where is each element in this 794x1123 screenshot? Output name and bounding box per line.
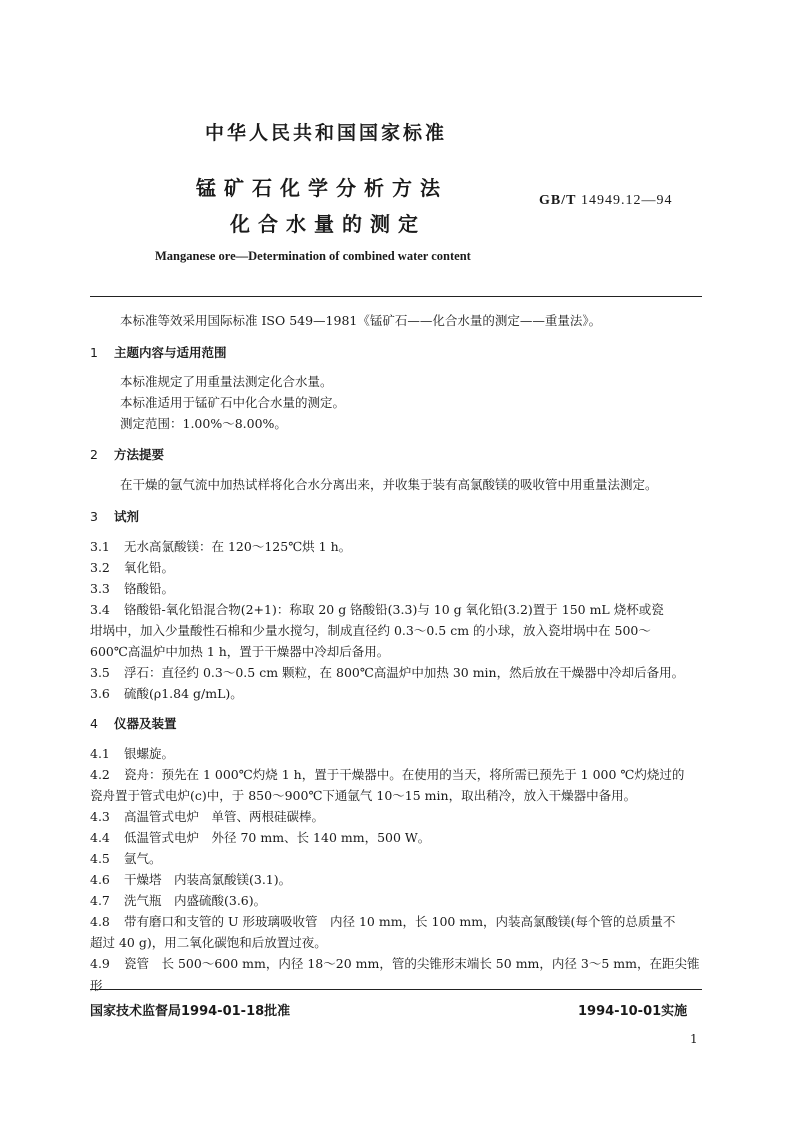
standard-code (539, 193, 672, 209)
footer-divider (90, 989, 702, 990)
approval-date: 国家技术监督局1994-01-18批准 (90, 1004, 291, 1019)
section-1-line: 测定范围：1.00%～8.00%。 (120, 416, 287, 431)
section-number: 2 (90, 447, 98, 462)
section-number: 4 (90, 716, 98, 731)
section-1-line: 本标准规定了用重量法测定化合水量。 (120, 374, 333, 389)
standard-code-number: 14949.12—94 (580, 193, 673, 208)
intro-paragraph: 本标准等效采用国际标准 ISO 549—1981《锰矿石——化合水量的测定——重量法》。 (120, 313, 602, 328)
apparatus-item: 4.4 低温管式电炉 外径 70 mm、长 140 mm，500 W。 (90, 830, 431, 845)
section-1-line: 本标准适用于锰矿石中化合水量的测定。 (120, 395, 346, 410)
document-title-line2: 化合水量的测定 (230, 212, 426, 236)
reagent-item: 3.1 无水高氯酸镁：在 120～125℃烘 1 h。 (90, 539, 352, 554)
reagent-item: 3.4 铬酸铅-氧化铅混合物(2+1)：称取 20 g 铬酸铅(3.3)与 10 g 氧化铅(3.2)置于 150 mL 烧杯或瓷 (90, 602, 664, 617)
apparatus-item: 4.6 干燥塔 内装高氯酸镁(3.1)。 (90, 872, 292, 887)
reagent-item-continuation: 600℃高温炉中加热 1 h，置于干燥器中冷却后备用。 (90, 644, 390, 659)
reagent-item: 3.3 铬酸铅。 (90, 581, 175, 596)
reagent-item: 3.2 氧化铅。 (90, 560, 175, 575)
apparatus-item: 4.1 银螺旋。 (90, 746, 175, 761)
national-standard-heading: 中华人民共和国国家标准 (205, 122, 448, 144)
section-title: 试剂 (114, 509, 140, 524)
apparatus-item: 4.5 氩气。 (90, 851, 162, 866)
section-number: 1 (90, 345, 98, 360)
section-title: 方法提要 (114, 447, 165, 462)
english-title: Manganese ore—Determination of combined water content (155, 249, 471, 263)
standard-code-prefix: GB/T (539, 193, 577, 208)
document-title-line1: 锰矿石化学分析方法 (196, 176, 448, 200)
page-number: 1 (690, 1032, 698, 1046)
section-number: 3 (90, 509, 98, 524)
section-title: 主题内容与适用范围 (114, 345, 227, 360)
apparatus-item-continuation: 超过 40 g)，用二氧化碳饱和后放置过夜。 (90, 935, 327, 950)
section-4-heading (90, 713, 702, 735)
section-3-heading (90, 506, 702, 528)
apparatus-item-continuation: 瓷舟置于管式电炉(c)中，于 850～900℃下通氩气 10～15 min，取出稍冷，放入干燥器中备用。 (90, 788, 637, 803)
section-1-heading (90, 342, 702, 364)
reagent-item: 3.5 浮石：直径约 0.3～0.5 cm 颗粒，在 800℃高温炉中加热 30 min，然后放在干燥器中冷却后备用。 (90, 665, 685, 680)
apparatus-item: 4.9 瓷管 长 500～600 mm，内径 18～20 mm，管的尖锥形末端长 50 mm，内径 3～5 mm，在距尖锥形 (90, 956, 700, 993)
apparatus-item: 4.3 高温管式电炉 单管、两根硅碳棒。 (90, 809, 325, 824)
reagent-item-continuation: 坩埚中，加入少量酸性石棉和少量水搅匀，制成直径约 0.3～0.5 cm 的小球，放入瓷坩埚中在 500～ (90, 623, 651, 638)
section-2-text: 在干燥的氩气流中加热试样将化合水分离出来，并收集于装有高氯酸镁的吸收管中用重量法测定。 (120, 477, 658, 492)
apparatus-item: 4.7 洗气瓶 内盛硫酸(3.6)。 (90, 893, 267, 908)
header-divider (90, 296, 702, 297)
section-title: 仪器及装置 (114, 716, 177, 731)
apparatus-item: 4.2 瓷舟：预先在 1 000℃灼烧 1 h，置于干燥器中。在使用的当天，将所需已预先于 1 000 ℃灼烧过的 (90, 767, 685, 782)
section-2-heading (90, 444, 702, 466)
apparatus-item: 4.8 带有磨口和支管的 U 形玻璃吸收管 内径 10 mm，长 100 mm，内装高氯酸镁(每个管的总质量不 (90, 914, 676, 929)
reagent-item: 3.6 硫酸(ρ1.84 g/mL)。 (90, 686, 243, 701)
effective-date: 1994-10-01实施 (578, 1004, 688, 1019)
